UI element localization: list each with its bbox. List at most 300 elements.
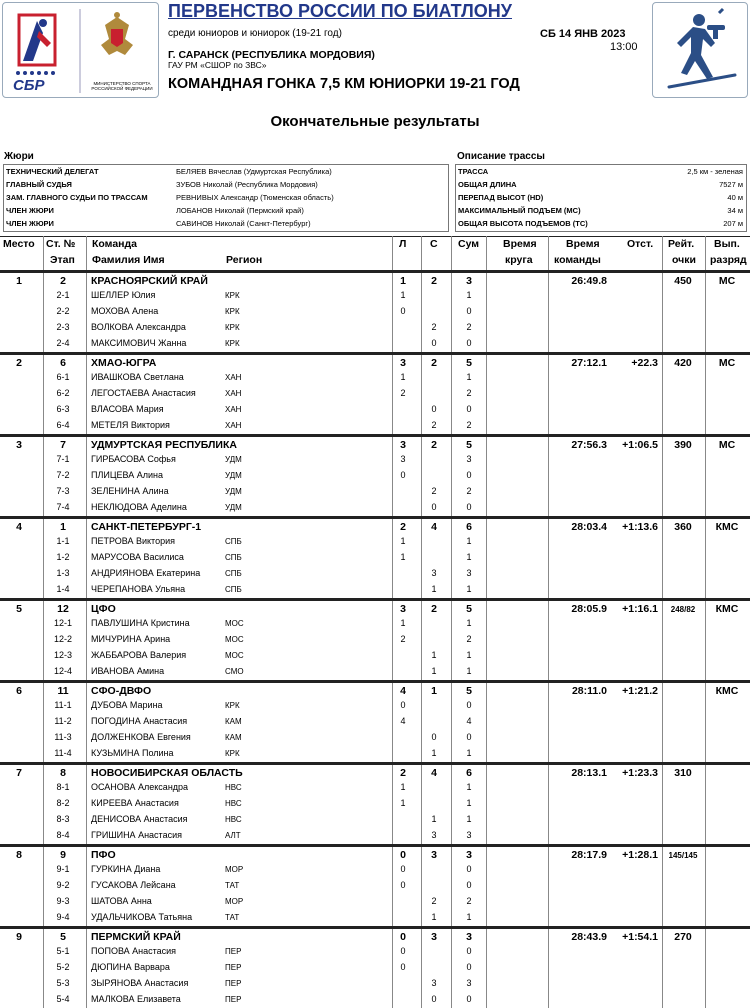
team-points: 145/145	[668, 851, 698, 860]
athlete-stage: 7-3	[56, 486, 70, 496]
course-row-label: ТРАССА	[458, 167, 489, 176]
athlete-prone-misses: 0	[400, 880, 406, 890]
athlete-name: ПОПОВА Анастасия	[91, 946, 177, 956]
athlete-stage: 9-2	[56, 880, 70, 890]
team-time: 28:13.1	[571, 767, 607, 779]
athlete-total-misses: 0	[466, 700, 472, 710]
jury-role: ЗАМ. ГЛАВНОГО СУДЬИ ПО ТРАССАМ	[6, 193, 148, 202]
athlete-region: ХАН	[225, 389, 242, 398]
athlete-standing-misses: 1	[431, 814, 437, 824]
athlete-region: МОС	[225, 635, 244, 644]
athlete-standing-misses: 1	[431, 666, 437, 676]
course-row	[456, 217, 746, 230]
results-title: Окончательные результаты	[270, 113, 480, 130]
athlete-stage: 8-1	[56, 782, 70, 792]
course-row-value: 207 м	[723, 219, 743, 228]
team-bib: 12	[57, 603, 69, 615]
team-block	[0, 434, 750, 516]
team-standing-misses: 2	[431, 275, 437, 287]
athlete-prone-misses: 1	[400, 372, 406, 382]
team-row	[0, 598, 750, 616]
athlete-total-misses: 0	[466, 880, 472, 890]
athlete-name: ГРИШИНА Анастасия	[91, 830, 182, 840]
team-points: 360	[674, 521, 692, 533]
athlete-total-misses: 1	[466, 618, 472, 628]
team-row	[0, 844, 750, 862]
athlete-row	[0, 992, 750, 1008]
athlete-name: ДЮПИНА Варвара	[91, 962, 170, 972]
col-lap-time-2: круга	[505, 254, 533, 266]
athlete-region: НВС	[225, 799, 242, 808]
athlete-total-misses: 2	[466, 388, 472, 398]
athlete-region: СПБ	[225, 537, 242, 546]
athlete-total-misses: 0	[466, 502, 472, 512]
course-row-label: ОБЩАЯ ДЛИНА	[458, 180, 517, 189]
team-bib: 8	[60, 767, 66, 779]
athlete-standing-misses: 0	[431, 404, 437, 414]
team-name: КРАСНОЯРСКИЙ КРАЙ	[91, 275, 208, 287]
team-standing-misses: 3	[431, 849, 437, 861]
team-bib: 1	[60, 521, 66, 533]
course-row-value: 7527 м	[719, 180, 743, 189]
athlete-standing-misses: 0	[431, 502, 437, 512]
course-row	[456, 178, 746, 191]
athlete-stage: 5-4	[56, 994, 70, 1004]
athlete-prone-misses: 1	[400, 536, 406, 546]
athlete-standing-misses: 1	[431, 748, 437, 758]
athlete-name: КУЗЬМИНА Полина	[91, 748, 174, 758]
team-total-misses: 5	[466, 357, 472, 369]
athlete-stage: 5-3	[56, 978, 70, 988]
athlete-row	[0, 664, 750, 680]
event-venue: ГАУ РМ «СШОР по ЗВС»	[168, 60, 267, 70]
jury-name: ЗУБОВ Николай (Республика Мордовия)	[176, 180, 318, 189]
team-standing-misses: 1	[431, 685, 437, 697]
athlete-total-misses: 1	[466, 552, 472, 562]
team-name: ЦФО	[91, 603, 116, 615]
athlete-stage: 8-4	[56, 830, 70, 840]
team-behind: +1:28.1	[622, 849, 658, 861]
team-rank: КМС	[715, 685, 739, 697]
course-row-label: ПЕРЕПАД ВЫСОТ (HD)	[458, 193, 544, 202]
athlete-name: ИВАНОВА Амина	[91, 666, 165, 676]
athlete-prone-misses: 0	[400, 470, 406, 480]
athlete-total-misses: 2	[466, 896, 472, 906]
athlete-region: ХАН	[225, 421, 242, 430]
col-region: Регион	[226, 254, 263, 266]
athlete-region: ПЕР	[225, 995, 242, 1004]
team-time: 28:11.0	[571, 685, 607, 697]
event-title: ПЕРВЕНСТВО РОССИИ ПО БИАТЛОНУ	[168, 1, 512, 21]
athlete-stage: 6-4	[56, 420, 70, 430]
athlete-region: ХАН	[225, 405, 242, 414]
athlete-region: ПЕР	[225, 963, 242, 972]
athlete-stage: 11-4	[54, 748, 72, 758]
team-row	[0, 270, 750, 288]
team-total-misses: 3	[466, 275, 472, 287]
athlete-region: КРК	[225, 339, 240, 348]
athlete-region: ХАН	[225, 373, 242, 382]
athlete-region: ПЕР	[225, 979, 242, 988]
jury-row	[4, 178, 448, 191]
athlete-stage: 11-2	[54, 716, 72, 726]
team-total-misses: 3	[466, 849, 472, 861]
athlete-prone-misses: 1	[400, 618, 406, 628]
athlete-region: УДМ	[225, 503, 242, 512]
athlete-total-misses: 1	[466, 748, 472, 758]
team-block	[0, 352, 750, 434]
athlete-region: КРК	[225, 291, 240, 300]
team-behind: +1:13.6	[622, 521, 658, 533]
athlete-total-misses: 1	[466, 584, 472, 594]
athlete-row	[0, 452, 750, 468]
athlete-name: КИРЕЕВА Анастасия	[91, 798, 179, 808]
athlete-stage: 7-4	[56, 502, 70, 512]
athlete-row	[0, 402, 750, 418]
course-row-label: ОБЩАЯ ВЫСОТА ПОДЪЕМОВ (TC)	[458, 219, 588, 228]
athlete-row	[0, 582, 750, 598]
athlete-row	[0, 828, 750, 844]
athlete-row	[0, 484, 750, 500]
athlete-name: ДУБОВА Марина	[91, 700, 163, 710]
jury-role: ТЕХНИЧЕСКИЙ ДЕЛЕГАТ	[6, 167, 99, 176]
athlete-standing-misses: 0	[431, 994, 437, 1004]
athlete-stage: 8-3	[56, 814, 70, 824]
athlete-stage: 7-1	[56, 454, 70, 464]
col-s: С	[430, 238, 438, 250]
athlete-stage: 2-3	[56, 322, 70, 332]
athlete-standing-misses: 3	[431, 830, 437, 840]
jury-row	[4, 191, 448, 204]
athlete-stage: 12-2	[53, 634, 72, 644]
athlete-region: ТАТ	[225, 881, 240, 890]
team-prone-misses: 3	[400, 603, 406, 615]
athlete-row	[0, 320, 750, 336]
athlete-total-misses: 0	[466, 994, 472, 1004]
athlete-name: ЗЫРЯНОВА Анастасия	[91, 978, 189, 988]
col-place: Место	[3, 238, 35, 250]
team-place: 1	[16, 275, 22, 287]
results-table-header	[0, 236, 750, 270]
athlete-total-misses: 1	[466, 798, 472, 808]
athlete-stage: 12-1	[53, 618, 72, 628]
athlete-prone-misses: 0	[400, 864, 406, 874]
athlete-total-misses: 3	[466, 830, 472, 840]
athlete-name: ЧЕРЕПАНОВА Ульяна	[91, 584, 186, 594]
athlete-name: ДЕНИСОВА Анастасия	[91, 814, 188, 824]
athlete-prone-misses: 2	[400, 634, 406, 644]
athlete-name: ИВАШКОВА Светлана	[91, 372, 184, 382]
team-place: 4	[16, 521, 22, 533]
athlete-prone-misses: 0	[400, 700, 406, 710]
course-table	[455, 164, 747, 232]
col-sum: Сум	[458, 238, 480, 250]
team-prone-misses: 3	[400, 439, 406, 451]
athlete-stage: 2-4	[56, 338, 70, 348]
col-rank-2: разряд	[710, 254, 747, 266]
athlete-total-misses: 0	[466, 306, 472, 316]
athlete-row	[0, 418, 750, 434]
athlete-name: МИЧУРИНА Арина	[91, 634, 171, 644]
team-block	[0, 926, 750, 1008]
athlete-name: МЕТЕЛЯ Виктория	[91, 420, 170, 430]
athlete-prone-misses: 4	[400, 716, 406, 726]
athlete-total-misses: 2	[466, 486, 472, 496]
team-behind: +1:16.1	[622, 603, 658, 615]
athlete-row	[0, 288, 750, 304]
athlete-region: КАМ	[225, 733, 242, 742]
athlete-row	[0, 370, 750, 386]
team-place: 6	[16, 685, 22, 697]
team-prone-misses: 0	[400, 849, 406, 861]
athlete-region: ПЕР	[225, 947, 242, 956]
team-bib: 5	[60, 931, 66, 943]
athlete-row	[0, 894, 750, 910]
athlete-row	[0, 632, 750, 648]
team-block	[0, 516, 750, 598]
athlete-name: ШЕЛЛЕР Юлия	[91, 290, 156, 300]
team-block	[0, 270, 750, 352]
jury-row	[4, 217, 448, 230]
athlete-total-misses: 0	[466, 946, 472, 956]
athlete-region: КРК	[225, 323, 240, 332]
athlete-total-misses: 1	[466, 650, 472, 660]
athlete-region: КРК	[225, 701, 240, 710]
athlete-region: КРК	[225, 307, 240, 316]
course-label: Описание трассы	[457, 151, 545, 162]
athlete-row	[0, 878, 750, 894]
athlete-region: МОС	[225, 651, 244, 660]
athlete-stage: 12-3	[53, 650, 72, 660]
jury-role: ЧЛЕН ЖЮРИ	[6, 219, 54, 228]
athlete-row	[0, 500, 750, 516]
team-name: УДМУРТСКАЯ РЕСПУБЛИКА	[91, 439, 237, 451]
course-row	[456, 165, 746, 178]
athlete-name: ОСАНОВА Александра	[91, 782, 189, 792]
team-rank: МС	[718, 439, 736, 451]
col-l: Л	[399, 238, 407, 250]
athlete-region: МОР	[225, 897, 244, 906]
athlete-stage: 9-3	[56, 896, 70, 906]
race-title: КОМАНДНАЯ ГОНКА 7,5 КМ ЮНИОРКИ 19-21 ГОД	[168, 76, 520, 92]
sbr-logo	[2, 2, 159, 98]
col-behind: Отст.	[627, 238, 654, 250]
team-block	[0, 598, 750, 680]
team-time: 27:12.1	[571, 357, 607, 369]
team-place: 7	[16, 767, 22, 779]
event-time: 13:00	[610, 41, 638, 53]
athlete-stage: 5-2	[56, 962, 70, 972]
athlete-name: ПЛИЦЕВА Алина	[91, 470, 163, 480]
athlete-row	[0, 910, 750, 926]
athlete-name: МАКСИМОВИЧ Жанна	[91, 338, 187, 348]
athlete-stage: 12-4	[53, 666, 72, 676]
course-row-label: МАКСИМАЛЬНЫЙ ПОДЪЕМ (MC)	[458, 206, 581, 215]
team-time: 28:17.9	[571, 849, 607, 861]
team-name: СФО-ДВФО	[91, 685, 152, 697]
athlete-total-misses: 2	[466, 420, 472, 430]
athlete-row	[0, 534, 750, 550]
athlete-row	[0, 796, 750, 812]
athlete-stage: 5-1	[56, 946, 70, 956]
team-block	[0, 844, 750, 926]
team-prone-misses: 2	[400, 521, 406, 533]
team-bib: 11	[57, 685, 69, 697]
event-subtitle: среди юниоров и юниорок (19-21 год)	[168, 28, 342, 39]
athlete-name: ПЕТРОВА Виктория	[91, 536, 175, 546]
athlete-row	[0, 616, 750, 632]
jury-table	[3, 164, 449, 232]
athlete-total-misses: 1	[466, 666, 472, 676]
team-time: 27:56.3	[571, 439, 607, 451]
jury-name: ЛОБАНОВ Николай (Пермский край)	[176, 206, 304, 215]
athlete-name: ШАТОВА Анна	[91, 896, 152, 906]
jury-row	[4, 165, 448, 178]
col-team-time: Время	[566, 238, 600, 250]
jury-label: Жюри	[4, 151, 34, 162]
athlete-standing-misses: 1	[431, 912, 437, 922]
athlete-region: МОС	[225, 619, 244, 628]
athlete-region: КАМ	[225, 717, 242, 726]
athlete-name: ЖАББАРОВА Валерия	[91, 650, 187, 660]
athlete-region: СПБ	[225, 585, 242, 594]
athlete-name: НЕКЛЮДОВА Аделина	[91, 502, 187, 512]
team-points: 270	[674, 931, 692, 943]
col-points: Рейт.	[668, 238, 695, 250]
athlete-row	[0, 730, 750, 746]
athlete-name: ПОГОДИНА Анастасия	[91, 716, 188, 726]
athlete-row	[0, 386, 750, 402]
athlete-region: НВС	[225, 783, 242, 792]
athlete-standing-misses: 2	[431, 486, 437, 496]
team-prone-misses: 1	[400, 275, 406, 287]
team-block	[0, 680, 750, 762]
athlete-total-misses: 0	[466, 470, 472, 480]
athlete-row	[0, 550, 750, 566]
team-standing-misses: 2	[431, 439, 437, 451]
team-bib: 7	[60, 439, 66, 451]
athlete-total-misses: 0	[466, 338, 472, 348]
sbr-text: СБР	[13, 77, 45, 94]
athlete-row	[0, 648, 750, 664]
team-name: ПФО	[91, 849, 116, 861]
event-date: СБ 14 ЯНВ 2023	[540, 28, 626, 40]
team-row	[0, 434, 750, 452]
athlete-row	[0, 304, 750, 320]
col-team: Команда	[92, 238, 137, 250]
athlete-total-misses: 2	[466, 634, 472, 644]
athlete-stage: 9-4	[56, 912, 70, 922]
team-name: ПЕРМСКИЙ КРАЙ	[91, 931, 181, 943]
jury-name: БЕЛЯЕВ Вячеслав (Удмуртская Республика)	[176, 167, 332, 176]
athlete-stage: 1-2	[56, 552, 70, 562]
athlete-stage: 9-1	[56, 864, 70, 874]
team-block	[0, 762, 750, 844]
athlete-region: УДМ	[225, 471, 242, 480]
team-time: 28:43.9	[571, 931, 607, 943]
athlete-row	[0, 812, 750, 828]
athlete-standing-misses: 1	[431, 584, 437, 594]
team-place: 8	[16, 849, 22, 861]
team-bib: 9	[60, 849, 66, 861]
results-list	[0, 270, 750, 1008]
col-num: Ст. №	[46, 238, 76, 250]
jury-role: ЧЛЕН ЖЮРИ	[6, 206, 54, 215]
athlete-total-misses: 4	[466, 716, 472, 726]
team-bib: 2	[60, 275, 66, 287]
athlete-row	[0, 960, 750, 976]
athlete-total-misses: 0	[466, 732, 472, 742]
athlete-row	[0, 468, 750, 484]
athlete-total-misses: 1	[466, 536, 472, 546]
team-behind: +1:06.5	[622, 439, 658, 451]
col-team-time-2: команды	[554, 254, 601, 266]
team-behind: +1:21.2	[622, 685, 658, 697]
athlete-region: КРК	[225, 749, 240, 758]
team-total-misses: 5	[466, 439, 472, 451]
jury-role: ГЛАВНЫЙ СУДЬЯ	[6, 180, 72, 189]
athlete-row	[0, 862, 750, 878]
athlete-name: ПАВЛУШИНА Кристина	[91, 618, 190, 628]
team-place: 2	[16, 357, 22, 369]
col-stage: Этап	[50, 254, 75, 266]
team-points: 450	[674, 275, 692, 287]
athlete-total-misses: 1	[466, 912, 472, 922]
athlete-region: СПБ	[225, 569, 242, 578]
team-row	[0, 762, 750, 780]
athlete-row	[0, 714, 750, 730]
team-prone-misses: 2	[400, 767, 406, 779]
team-total-misses: 3	[466, 931, 472, 943]
team-rank: МС	[718, 357, 736, 369]
athlete-total-misses: 1	[466, 372, 472, 382]
athlete-stage: 6-2	[56, 388, 70, 398]
team-row	[0, 352, 750, 370]
athlete-name: МОХОВА Алена	[91, 306, 159, 316]
athlete-name: МАРУСОВА Василиса	[91, 552, 184, 562]
athlete-prone-misses: 1	[400, 552, 406, 562]
athlete-stage: 1-4	[56, 584, 70, 594]
team-points: 390	[674, 439, 692, 451]
athlete-name: ГИРБАСОВА Софья	[91, 454, 176, 464]
athlete-total-misses: 1	[466, 290, 472, 300]
biathlon-logo	[652, 2, 748, 98]
athlete-row	[0, 698, 750, 714]
athlete-region: МОР	[225, 865, 244, 874]
team-behind: +1:23.3	[622, 767, 658, 779]
athlete-stage: 6-1	[56, 372, 70, 382]
team-place: 9	[16, 931, 22, 943]
team-prone-misses: 0	[400, 931, 406, 943]
athlete-total-misses: 3	[466, 978, 472, 988]
course-row-value: 2,5 км - зеленая	[687, 167, 743, 176]
col-name: Фамилия Имя	[92, 254, 165, 266]
athlete-stage: 11-1	[54, 700, 72, 710]
team-rank: КМС	[715, 603, 739, 615]
athlete-standing-misses: 2	[431, 322, 437, 332]
team-total-misses: 6	[466, 767, 472, 779]
jury-row	[4, 204, 448, 217]
team-standing-misses: 3	[431, 931, 437, 943]
athlete-stage: 7-2	[56, 470, 70, 480]
athlete-standing-misses: 0	[431, 338, 437, 348]
team-row	[0, 516, 750, 534]
team-time: 26:49.8	[571, 275, 607, 287]
athlete-region: СМО	[225, 667, 244, 676]
athlete-name: ЗЕЛЕНИНА Алина	[91, 486, 169, 496]
athlete-prone-misses: 0	[400, 306, 406, 316]
ministry-text: МИНИСТЕРСТВО СПОРТА РОССИЙСКОЙ ФЕДЕРАЦИИ	[91, 81, 153, 91]
